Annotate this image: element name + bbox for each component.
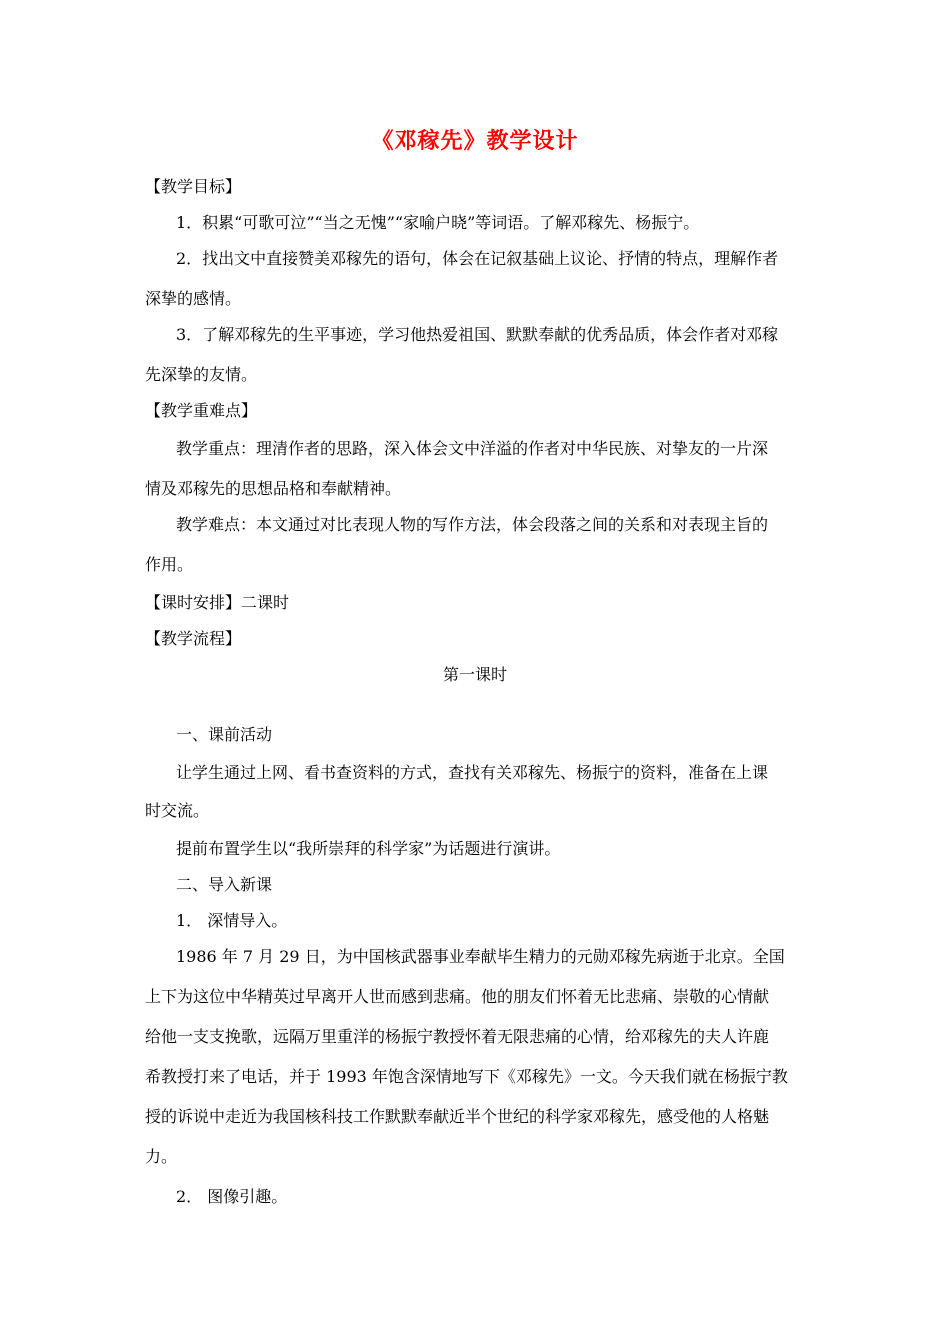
key-points-heading: 【教学重难点】 bbox=[145, 401, 258, 420]
intro-paragraph-line-6: 力。 bbox=[145, 1147, 178, 1166]
part-2-heading: 二、导入新课 bbox=[176, 875, 273, 894]
goals-heading: 【教学目标】 bbox=[145, 177, 242, 196]
goal-1: 1．积累“可歌可泣”“当之无愧”“家喻户晓”等词语。了解邓稼先、杨振宁。 bbox=[176, 213, 700, 232]
goal-2-line-1: 2．找出文中直接赞美邓稼先的语句，体会在记叙基础上议论、抒情的特点，理解作者 bbox=[176, 249, 779, 268]
key-point-2-line-1: 教学难点：本文通过对比表现人物的写作方法，体会段落之间的关系和对表现主旨的 bbox=[176, 515, 769, 534]
goal-3-line-2: 先深挚的友情。 bbox=[145, 365, 258, 384]
part-1-paragraph-1-line-1: 让学生通过上网、看书查资料的方式，查找有关邓稼先、杨振宁的资料，准备在上课 bbox=[176, 763, 769, 782]
part-1-heading: 一、课前活动 bbox=[176, 725, 273, 744]
part-1-paragraph-2: 提前布置学生以“我所崇拜的科学家”为话题进行演讲。 bbox=[176, 839, 561, 858]
part-2-item-1: 1． 深情导入。 bbox=[176, 911, 288, 930]
document-title: 《邓稼先》教学设计 bbox=[371, 128, 579, 154]
intro-paragraph-line-4: 希教授打来了电话，并于 1993 年饱含深情地写下《邓稼先》一文。今天我们就在杨振宁教 bbox=[145, 1067, 788, 1086]
key-point-2-line-2: 作用。 bbox=[145, 555, 194, 574]
intro-paragraph-line-5: 授的诉说中走近为我国核科技工作默默奉献近半个世纪的科学家邓稼先，感受他的人格魅 bbox=[145, 1107, 770, 1126]
intro-paragraph-line-3: 给他一支支挽歌，远隔万里重洋的杨振宁教授怀着无限悲痛的心情，给邓稼先的夫人许鹿 bbox=[145, 1027, 770, 1046]
flow-heading: 【教学流程】 bbox=[145, 629, 242, 648]
part-2-item-2: 2． 图像引趣。 bbox=[176, 1187, 288, 1206]
schedule-line: 【课时安排】二课时 bbox=[145, 593, 290, 612]
key-point-1-line-1: 教学重点：理清作者的思路，深入体会文中洋溢的作者对中华民族、对挚友的一片深 bbox=[176, 439, 769, 458]
intro-paragraph-line-2: 上下为这位中华精英过早离开人世而感到悲痛。他的朋友们怀着无比悲痛、崇敬的心情献 bbox=[145, 987, 770, 1006]
intro-paragraph-line-1: 1986 年 7 月 29 日，为中国核武器事业奉献毕生精力的元勋邓稼先病逝于北京。全国 bbox=[176, 947, 785, 966]
lesson-one-heading: 第一课时 bbox=[442, 665, 507, 684]
goal-2-line-2: 深挚的感情。 bbox=[145, 289, 242, 308]
part-1-paragraph-1-line-2: 时交流。 bbox=[145, 801, 210, 820]
goal-3-line-1: 3．了解邓稼先的生平事迹，学习他热爱祖国、默默奉献的优秀品质，体会作者对邓稼 bbox=[176, 325, 779, 344]
key-point-1-line-2: 情及邓稼先的思想品格和奉献精神。 bbox=[145, 479, 402, 498]
